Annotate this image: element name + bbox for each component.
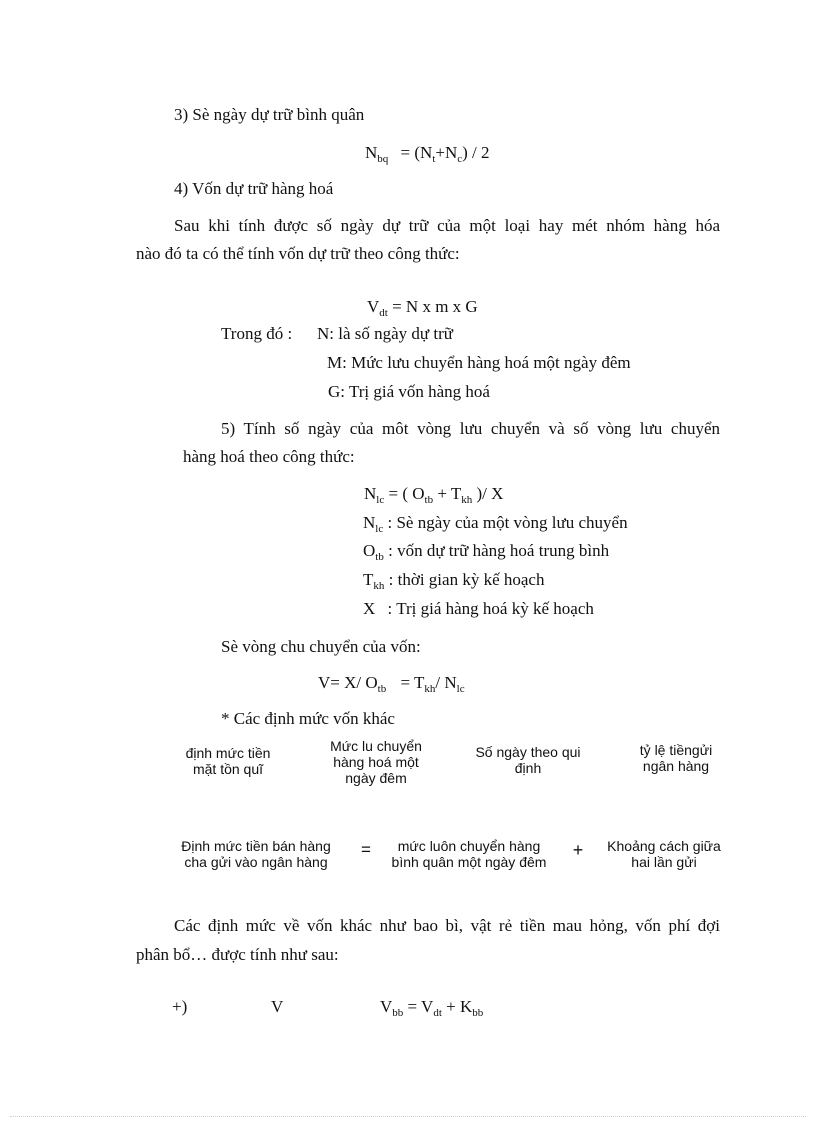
row1-c4-l2: ngân hàng (642, 758, 710, 774)
row2-c2-l2: bình quân một ngày đêm (391, 854, 547, 870)
formula-vbb-c-sub: bb (472, 1007, 484, 1019)
formula-nlc-c-sub: kh (461, 494, 473, 506)
page-bottom-divider (10, 1116, 806, 1117)
defs1-g: G: Trị giá vốn hàng hoá (328, 382, 490, 401)
row1-c2-l3: ngày đêm (345, 770, 407, 786)
formula-vbb-c: + K (446, 997, 473, 1016)
defs2-n-base: N (363, 513, 376, 532)
formula-vbb (380, 996, 483, 1018)
defs2-o (363, 540, 609, 562)
formula-nbq-plus: +N (435, 143, 458, 162)
row1-deposit-rate (628, 742, 724, 774)
formula-v-b-sub: kh (424, 683, 436, 695)
defs2-t-sub: kh (373, 580, 385, 592)
item-5-line1: 5) Tính số ngày của môt vòng lưu chuyển và số vòng lưu chuyển (221, 419, 720, 438)
item-5-line2: hàng hoá theo công thức: (183, 447, 355, 466)
formula-v-b: = T (400, 673, 425, 692)
row2-plus: + (572, 840, 584, 860)
defs2-t (363, 569, 544, 591)
item-3-heading: 3) Sè ngày dự trữ bình quân (174, 105, 365, 124)
row2-c3-l1: Khoảng cách giữa (607, 838, 721, 854)
formula-vbb-v: V (271, 997, 284, 1016)
formula-nbq-rhs-open: = (N (400, 143, 433, 162)
rounds-label: Sè vòng chu chuyển của vốn: (221, 637, 421, 656)
formula-vbb-a-sub: bb (392, 1007, 404, 1019)
formula-nbq-t-sub: t (432, 153, 436, 165)
row1-turnover (314, 738, 438, 786)
defs2-t-base: T (363, 570, 374, 589)
formula-v-c: / N (435, 673, 457, 692)
formula-vdt-rest: = N x m x G (392, 297, 478, 316)
formula-vbb-a: V (380, 997, 393, 1016)
row2-equals: = (361, 840, 371, 859)
item-4-heading: 4) Vốn dự trữ hàng hoá (174, 179, 334, 198)
formula-v-a: V= X/ O (318, 673, 378, 692)
row2-interval (600, 838, 728, 870)
para2-line2: phân bổ… được tính như sau: (136, 945, 339, 964)
row1-c3-l1: Số ngày theo qui (475, 744, 581, 760)
row1-c1-l1: định mức tiền (185, 745, 271, 761)
row1-c4-l1: tỷ lệ tiềngửi (639, 742, 713, 758)
row2-sales-cash (170, 838, 342, 870)
row1-c2-l2: hàng hoá một (333, 754, 419, 770)
formula-v-c-sub: lc (456, 683, 465, 695)
formula-nbq (365, 142, 490, 164)
formula-vdt (367, 296, 478, 318)
row1-c1-l2: mặt tồn quĩ (192, 761, 264, 777)
other-norms-heading: * Các định mức vốn khác (221, 709, 395, 728)
formula-nbq-close: ) / 2 (462, 143, 490, 162)
defs2-x (363, 598, 594, 620)
formula-nbq-c-sub: c (457, 153, 463, 165)
row2-c1-l2: cha gửi vào ngân hàng (184, 854, 328, 870)
defs2-o-sub: tb (375, 551, 384, 563)
formula-nlc-a: N (364, 484, 377, 503)
formula-nlc-a-sub: lc (376, 494, 385, 506)
formula-nlc (364, 483, 503, 505)
row1-c3-l2: định (514, 760, 542, 776)
formula-v-a-sub: tb (377, 683, 387, 695)
formula-nlc-d: )/ X (476, 484, 504, 503)
row1-cash-norm (176, 745, 280, 777)
defs2-x-text: : Trị giá hàng hoá kỳ kế hoạch (387, 599, 594, 618)
formula-vdt-sub: dt (379, 307, 388, 319)
defs2-n (363, 512, 628, 534)
formula-vbb-b: = V (407, 997, 434, 1016)
formula-vbb-bullet: +) (172, 997, 188, 1016)
formula-nlc-c: + T (437, 484, 462, 503)
formula-v (318, 672, 465, 694)
formula-vbb-b-sub: dt (433, 1007, 442, 1019)
defs2-t-text: : thời gian kỳ kế hoạch (388, 570, 545, 589)
para1-line2: nào đó ta có thể tính vốn dự trữ theo công thức: (136, 244, 460, 263)
formula-nbq-lhs: N (365, 143, 378, 162)
row1-days (468, 744, 588, 776)
row2-c3-l2: hai lần gửi (631, 854, 697, 870)
para2-line1: Các định mức về vốn khác như bao bì, vật rẻ tiền mau hỏng, vốn phí đợi (174, 916, 720, 935)
defs1-n: N: là số ngày dự trữ (317, 324, 453, 343)
defs2-x-base: X (363, 599, 376, 618)
formula-nbq-lhs-sub: bq (377, 153, 389, 165)
row2-c1-l1: Định mức tiền bán hàng (181, 838, 331, 854)
formula-nlc-b: = ( O (388, 484, 425, 503)
defs1-lead: Trong đó : (221, 324, 293, 343)
para1-line1: Sau khi tính được số ngày dự trữ của một loại hay mét nhóm hàng hóa (174, 216, 720, 235)
defs2-n-text: : Sè ngày của một vòng lưu chuyển (387, 513, 628, 532)
defs2-o-text: : vốn dự trữ hàng hoá trung bình (388, 541, 610, 560)
defs2-n-sub: lc (375, 523, 384, 535)
row2-avg-turnover (384, 838, 554, 870)
formula-vdt-base: V (367, 297, 380, 316)
defs2-o-base: O (363, 541, 376, 560)
row2-c2-l1: mức luôn chuyển hàng (397, 838, 541, 854)
formula-nlc-b-sub: tb (424, 494, 434, 506)
defs1-m: M: Mức lưu chuyển hàng hoá một ngày đêm (327, 353, 631, 372)
row1-c2-l1: Mức lu chuyển (330, 738, 422, 754)
